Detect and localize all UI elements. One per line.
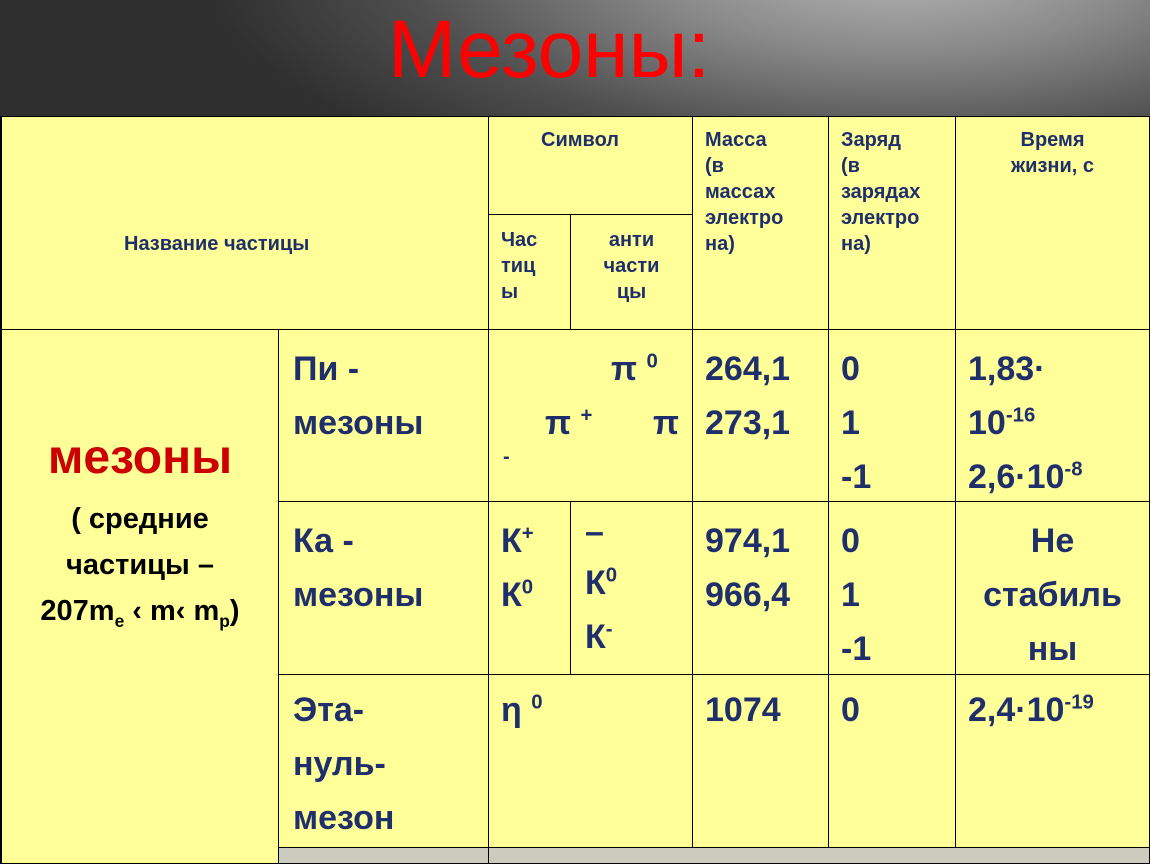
pi-charge-3: -1 bbox=[841, 458, 872, 496]
ka-charge-2: 1 bbox=[841, 576, 860, 614]
pi-charge-cell bbox=[828, 329, 956, 502]
next-row-rest-cell bbox=[488, 847, 1150, 864]
pi-life-3-sup: -8 bbox=[1064, 458, 1083, 481]
ka-anti-3 bbox=[585, 610, 692, 664]
eta-mass: 1074 bbox=[705, 691, 781, 729]
ka-life-3: ны bbox=[1027, 630, 1078, 668]
ka-charge-cell bbox=[828, 501, 956, 675]
header-charge-3: зарядах bbox=[841, 181, 921, 203]
ka-particle-2-text: К bbox=[501, 576, 522, 614]
header-lifetime-cell bbox=[955, 116, 1150, 330]
header-mass-cell bbox=[692, 116, 829, 330]
ka-particle-1-sup: + bbox=[521, 522, 534, 545]
ka-anti-3-text: К bbox=[585, 618, 606, 656]
ka-anti-2 bbox=[585, 556, 692, 610]
eta-name-cell bbox=[278, 674, 489, 848]
pi-life-2-sup: -16 bbox=[1005, 404, 1036, 427]
ka-particle-1-text: К bbox=[501, 522, 522, 560]
group-cell bbox=[0, 329, 279, 864]
eta-charge-cell bbox=[828, 674, 956, 848]
pi-symbol-cell bbox=[488, 329, 693, 502]
header-name: Название частицы bbox=[124, 233, 310, 255]
pi-mass-1: 264,1 bbox=[705, 350, 791, 388]
group-desc-2: частицы – bbox=[66, 549, 214, 581]
eta-mass-cell bbox=[692, 674, 829, 848]
ka-particle-2-sup: 0 bbox=[521, 576, 534, 599]
pi-symbol-2a-text: π bbox=[545, 404, 572, 442]
eta-symbol-text: η bbox=[501, 691, 522, 729]
eta-symbol bbox=[501, 683, 692, 737]
ka-particle-1 bbox=[501, 514, 570, 568]
header-lifetime-2: жизни, с bbox=[1010, 155, 1095, 177]
eta-life bbox=[968, 683, 1149, 737]
group-desc-3b: ‹ m‹ m bbox=[124, 595, 220, 627]
group-desc-3 bbox=[2, 588, 278, 634]
group-description bbox=[2, 496, 278, 634]
header-antiparticle-2: части bbox=[603, 255, 660, 277]
ka-particle-2 bbox=[501, 568, 570, 622]
ka-lifetime-cell bbox=[955, 501, 1150, 675]
ka-life-1: Не bbox=[1030, 522, 1075, 560]
pi-life-2 bbox=[968, 396, 1149, 450]
ka-mass-2: 966,4 bbox=[705, 576, 791, 614]
pi-charge-2: 1 bbox=[841, 404, 860, 442]
ka-charge-1: 0 bbox=[841, 522, 860, 560]
header-particle-cell bbox=[488, 214, 571, 330]
header-antiparticle-cell bbox=[570, 214, 693, 330]
header-lifetime-1: Время bbox=[1020, 129, 1085, 151]
header-charge-cell bbox=[828, 116, 956, 330]
header-particle-2: тиц bbox=[501, 255, 536, 277]
pi-mass-2: 273,1 bbox=[705, 404, 791, 442]
eta-symbol-sup: 0 bbox=[531, 691, 543, 714]
ka-name-cell bbox=[278, 501, 489, 675]
pi-mass-cell bbox=[692, 329, 829, 502]
pi-name-1: Пи - bbox=[293, 350, 360, 388]
header-symbol-cell bbox=[488, 116, 693, 215]
header-particle-1: Час bbox=[501, 229, 538, 251]
pi-name-2: мезоны bbox=[293, 404, 424, 442]
ka-anti-3-sup: - bbox=[605, 618, 613, 641]
group-desc-3a: 207m bbox=[40, 595, 115, 627]
pi-symbol-1-text: π bbox=[611, 350, 638, 388]
ka-anti-2-text: К bbox=[585, 564, 606, 602]
header-antiparticle-1: анти bbox=[608, 229, 655, 251]
header-charge-4: электро bbox=[841, 207, 920, 229]
ka-mass-1: 974,1 bbox=[705, 522, 791, 560]
header-charge-1: Заряд bbox=[841, 129, 901, 151]
eta-name-1: Эта- bbox=[293, 691, 365, 729]
eta-life-sup: -19 bbox=[1064, 691, 1094, 714]
header-symbol: Символ bbox=[541, 129, 619, 151]
pi-life-3 bbox=[968, 450, 1149, 502]
pi-symbol-2a bbox=[545, 396, 592, 450]
header-charge-5: на) bbox=[841, 233, 871, 255]
pi-symbol-1-sup: 0 bbox=[646, 350, 658, 373]
slide-title: Мезоны: bbox=[388, 4, 711, 95]
ka-mass-cell bbox=[692, 501, 829, 675]
header-mass-1: Масса bbox=[705, 129, 767, 151]
ka-charge-3: -1 bbox=[841, 630, 872, 668]
header-mass-5: на) bbox=[705, 233, 735, 255]
pi-life-3-base: 2,6·10 bbox=[968, 458, 1065, 496]
ka-anti-2-sup: 0 bbox=[605, 564, 618, 587]
pi-lifetime-cell bbox=[955, 329, 1150, 502]
pi-symbol-2b: π bbox=[653, 404, 680, 442]
group-name: мезоны bbox=[47, 431, 233, 484]
header-particle-3: ы bbox=[501, 281, 519, 303]
eta-symbol-cell bbox=[488, 674, 693, 848]
header-antiparticle-3: цы bbox=[616, 281, 647, 303]
pi-charge-1: 0 bbox=[841, 350, 860, 388]
pi-life-2-base: 10 bbox=[968, 404, 1006, 442]
group-desc-3-sub-e: e bbox=[114, 610, 125, 631]
ka-name-1: Ка - bbox=[293, 522, 354, 560]
pi-name-cell bbox=[278, 329, 489, 502]
pi-symbol-1 bbox=[611, 342, 658, 396]
header-name-cell bbox=[0, 116, 489, 330]
eta-name-3: мезон bbox=[293, 799, 395, 837]
ka-life-2: стабиль bbox=[983, 576, 1122, 614]
eta-charge: 0 bbox=[841, 691, 860, 729]
header-mass-2: (в bbox=[705, 155, 724, 177]
eta-life-base: 2,4·10 bbox=[968, 691, 1065, 729]
ka-antiparticle-cell bbox=[570, 501, 693, 675]
group-desc-1: ( средние bbox=[71, 503, 209, 535]
ka-anti-1: – bbox=[585, 513, 604, 551]
eta-name-2: нуль- bbox=[293, 745, 386, 783]
header-charge-2: (в bbox=[841, 155, 860, 177]
pi-symbol-3: - bbox=[503, 446, 510, 468]
pi-symbol-2a-sup: + bbox=[580, 404, 593, 427]
next-row-name-cell bbox=[278, 847, 489, 864]
eta-lifetime-cell bbox=[955, 674, 1150, 848]
group-desc-3c: ) bbox=[229, 595, 240, 627]
header-mass-4: электро bbox=[705, 207, 784, 229]
ka-particle-cell bbox=[488, 501, 571, 675]
ka-name-2: мезоны bbox=[293, 576, 424, 614]
pi-life-1: 1,83· bbox=[968, 350, 1046, 388]
header-mass-3: массах bbox=[705, 181, 776, 203]
group-desc-3-sub-p: p bbox=[219, 610, 230, 631]
